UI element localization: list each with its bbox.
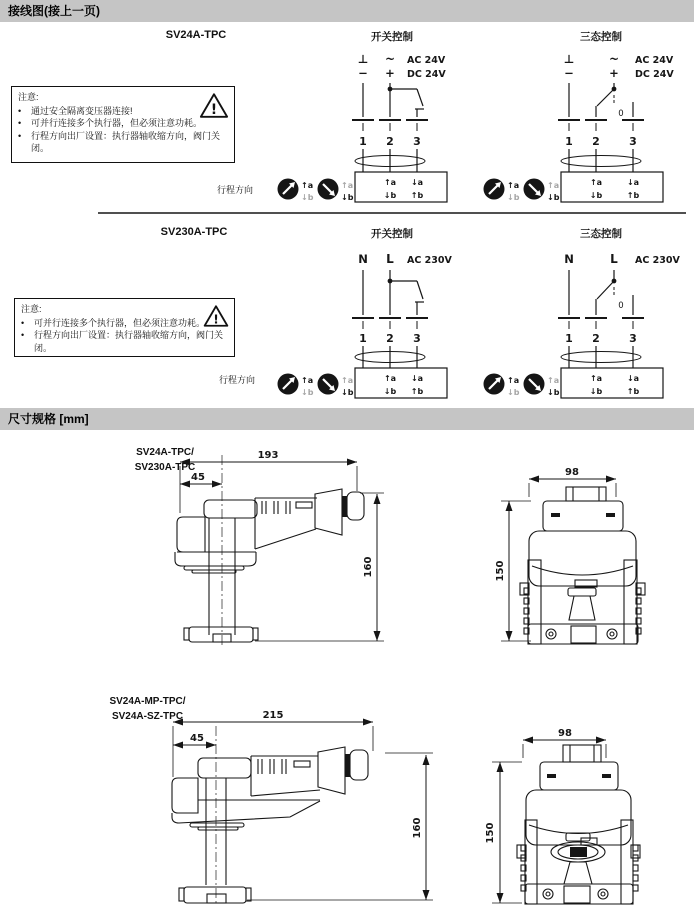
- switch-control-title-2: 开关控制: [371, 228, 413, 240]
- dim-height-2: 160: [412, 817, 423, 839]
- note-bullet: • 行程方向出厂设置：执行器轴收缩方向，阀门关闭。: [21, 330, 224, 353]
- dial-a-label: ↑a: [547, 376, 560, 385]
- note-title: 注意:: [18, 92, 39, 102]
- dial-b-label: ↓b: [301, 388, 314, 397]
- dial-b-label: ↓b: [507, 193, 520, 202]
- terminal1-symbol: N: [358, 252, 368, 266]
- dim-height-f2: 150: [485, 822, 496, 844]
- terminal1-polarity: −: [564, 66, 574, 80]
- travel-direction-dial-icon: [524, 374, 560, 398]
- voltage-label: DC 24V: [635, 69, 674, 80]
- voltage-label: AC 24V: [635, 55, 674, 66]
- terminal-number: 2: [592, 135, 600, 148]
- terminal-number: 1: [359, 135, 367, 148]
- stroke-arrow: ↓b: [589, 191, 603, 200]
- dial-b-label: ↓b: [301, 193, 314, 202]
- svg-text:!: !: [210, 101, 218, 118]
- terminal2-polarity: +: [609, 66, 619, 80]
- stroke-arrow: ↑a: [589, 374, 603, 383]
- stroke-arrow: ↓b: [589, 387, 603, 396]
- dial-a-label: ↑a: [341, 181, 354, 190]
- note-bullet: • 可并行连接多个执行器，但必须注意功耗。: [21, 317, 206, 328]
- stroke-arrow: ↓b: [383, 387, 397, 396]
- stroke-arrow: ↑b: [626, 387, 640, 396]
- side-view-1: [175, 489, 364, 642]
- terminal1-polarity: −: [358, 66, 368, 80]
- bullet-icon: •: [18, 130, 22, 141]
- wiring-diagram-tristate-control-SV230A-TPC: [558, 252, 680, 398]
- note-bullet: • 通过安全隔离变压器连接!: [18, 105, 133, 116]
- terminal-number: 3: [629, 135, 637, 148]
- dim-height-f1: 150: [495, 560, 506, 582]
- stroke-arrow: ↑b: [626, 191, 640, 200]
- terminal-number: 2: [386, 332, 394, 345]
- switch-zero-position: 0: [618, 301, 624, 311]
- dim-length-2: 215: [262, 710, 284, 721]
- voltage-label: DC 24V: [407, 69, 446, 80]
- stroke-arrow: ↓a: [410, 178, 424, 187]
- dial-b-label: ↓b: [547, 388, 560, 397]
- dial-b-label: ↓b: [547, 193, 560, 202]
- terminal-number: 1: [565, 135, 573, 148]
- side-view-1-dimensions: [180, 450, 384, 648]
- wiring-diagram-tristate-control-SV24A-TPC: [558, 52, 674, 202]
- terminal-number: 2: [592, 332, 600, 345]
- stroke-arrow: ↑b: [410, 387, 424, 396]
- voltage-label: AC 230V: [407, 255, 452, 266]
- terminal2-symbol: L: [610, 252, 618, 266]
- switch-zero-position: 0: [618, 109, 624, 119]
- dial-a-label: ↑a: [301, 181, 314, 190]
- terminal-number: 3: [413, 332, 421, 345]
- terminal-number: 1: [565, 332, 573, 345]
- voltage-label: AC 24V: [407, 55, 446, 66]
- travel-direction-dial-icon: [318, 179, 354, 203]
- terminal2-symbol: ~: [384, 52, 396, 66]
- bullet-icon: •: [18, 118, 22, 128]
- dial-b-label: ↓b: [341, 193, 354, 202]
- travel-direction-label-1: 行程方向: [217, 185, 254, 195]
- stroke-arrow: ↓b: [383, 191, 397, 200]
- side-view-2: [172, 747, 368, 903]
- travel-direction-dial-icon: [278, 374, 314, 398]
- stroke-arrow: ↑b: [410, 191, 424, 200]
- tristate-control-title-2: 三态控制: [580, 228, 622, 240]
- stroke-arrow: ↑a: [383, 178, 397, 187]
- drawing-label-1: SV24A-TPC/ SV230A-TPC: [134, 447, 196, 473]
- terminal-number: 1: [359, 332, 367, 345]
- cable-sheath: [561, 156, 641, 167]
- dial-b-label: ↓b: [341, 388, 354, 397]
- side-view-2-dimensions: [173, 710, 433, 905]
- travel-direction-dial-icon: [484, 374, 520, 398]
- dial-a-label: ↑a: [507, 376, 520, 385]
- tristate-control-title-1: 三态控制: [580, 31, 622, 43]
- bullet-icon: •: [21, 330, 25, 340]
- travel-direction-dial-icon: [524, 179, 560, 203]
- dim-width-f1: 98: [565, 467, 579, 478]
- dial-a-label: ↑a: [341, 376, 354, 385]
- stroke-arrow: ↑a: [383, 374, 397, 383]
- model-title-sv230a: SV230A-TPC: [160, 226, 228, 238]
- front-view-2: [517, 745, 640, 904]
- terminal2-symbol: ~: [608, 52, 620, 66]
- dial-a-label: ↑a: [507, 181, 520, 190]
- dial-a-label: ↑a: [301, 376, 314, 385]
- cable-sheath: [561, 352, 641, 363]
- wiring-diagram-switch-control-SV24A-TPC: [352, 52, 447, 202]
- note-bullet: • 可并行连接多个执行器，但必须注意功耗。: [18, 118, 203, 128]
- note-bullet: • 行程方向出厂设置：执行器轴收缩方向，阀门关闭。: [18, 130, 221, 153]
- travel-direction-label-2: 行程方向: [219, 375, 256, 385]
- stroke-arrow: ↓a: [410, 374, 424, 383]
- terminal-number: 3: [413, 135, 421, 148]
- switch-control-title-1: 开关控制: [371, 31, 413, 43]
- actuator-terminal-box: [561, 368, 663, 398]
- stroke-arrow: ↑a: [589, 178, 603, 187]
- actuator-terminal-box: [561, 172, 663, 202]
- dim-offset-2: 45: [190, 733, 204, 744]
- stroke-arrow: ↓a: [626, 374, 640, 383]
- terminal-number: 2: [386, 135, 394, 148]
- note-title: 注意:: [21, 304, 42, 314]
- bullet-icon: •: [18, 105, 22, 116]
- drawing-label-2: SV24A-MP-TPC/ SV24A-SZ-TPC: [109, 696, 186, 722]
- wiring-diagram-switch-control-SV230A-TPC: [352, 252, 452, 398]
- dimensions-section-title: 尺寸规格 [mm]: [8, 412, 89, 426]
- dim-width-f2: 98: [558, 728, 572, 739]
- front-view-1-dimensions: [495, 467, 616, 641]
- voltage-label: AC 230V: [635, 255, 680, 266]
- wiring-section-title: 接线图(接上一页): [8, 4, 100, 18]
- svg-text:!: !: [213, 312, 219, 327]
- actuator-terminal-box: [355, 368, 447, 398]
- terminal1-symbol: ⊥: [357, 52, 369, 66]
- front-view-2-dimensions: [485, 728, 606, 903]
- dial-b-label: ↓b: [507, 388, 520, 397]
- dim-length-1: 193: [257, 450, 279, 461]
- travel-direction-dial-icon: [484, 179, 520, 203]
- stroke-arrow: ↓a: [626, 178, 640, 187]
- dim-height-1: 160: [363, 556, 374, 578]
- dim-offset-1: 45: [191, 472, 205, 483]
- terminal1-symbol: N: [564, 252, 574, 266]
- front-view-1: [520, 487, 645, 644]
- dial-a-label: ↑a: [547, 181, 560, 190]
- terminal2-polarity: +: [385, 66, 395, 80]
- bullet-icon: •: [21, 317, 25, 328]
- model-title-sv24a: SV24A-TPC: [165, 29, 227, 41]
- terminal-number: 3: [629, 332, 637, 345]
- terminal2-symbol: L: [386, 252, 394, 266]
- travel-direction-dial-icon: [318, 374, 354, 398]
- actuator-terminal-box: [355, 172, 447, 202]
- terminal1-symbol: ⊥: [563, 52, 575, 66]
- travel-direction-dial-icon: [278, 179, 314, 203]
